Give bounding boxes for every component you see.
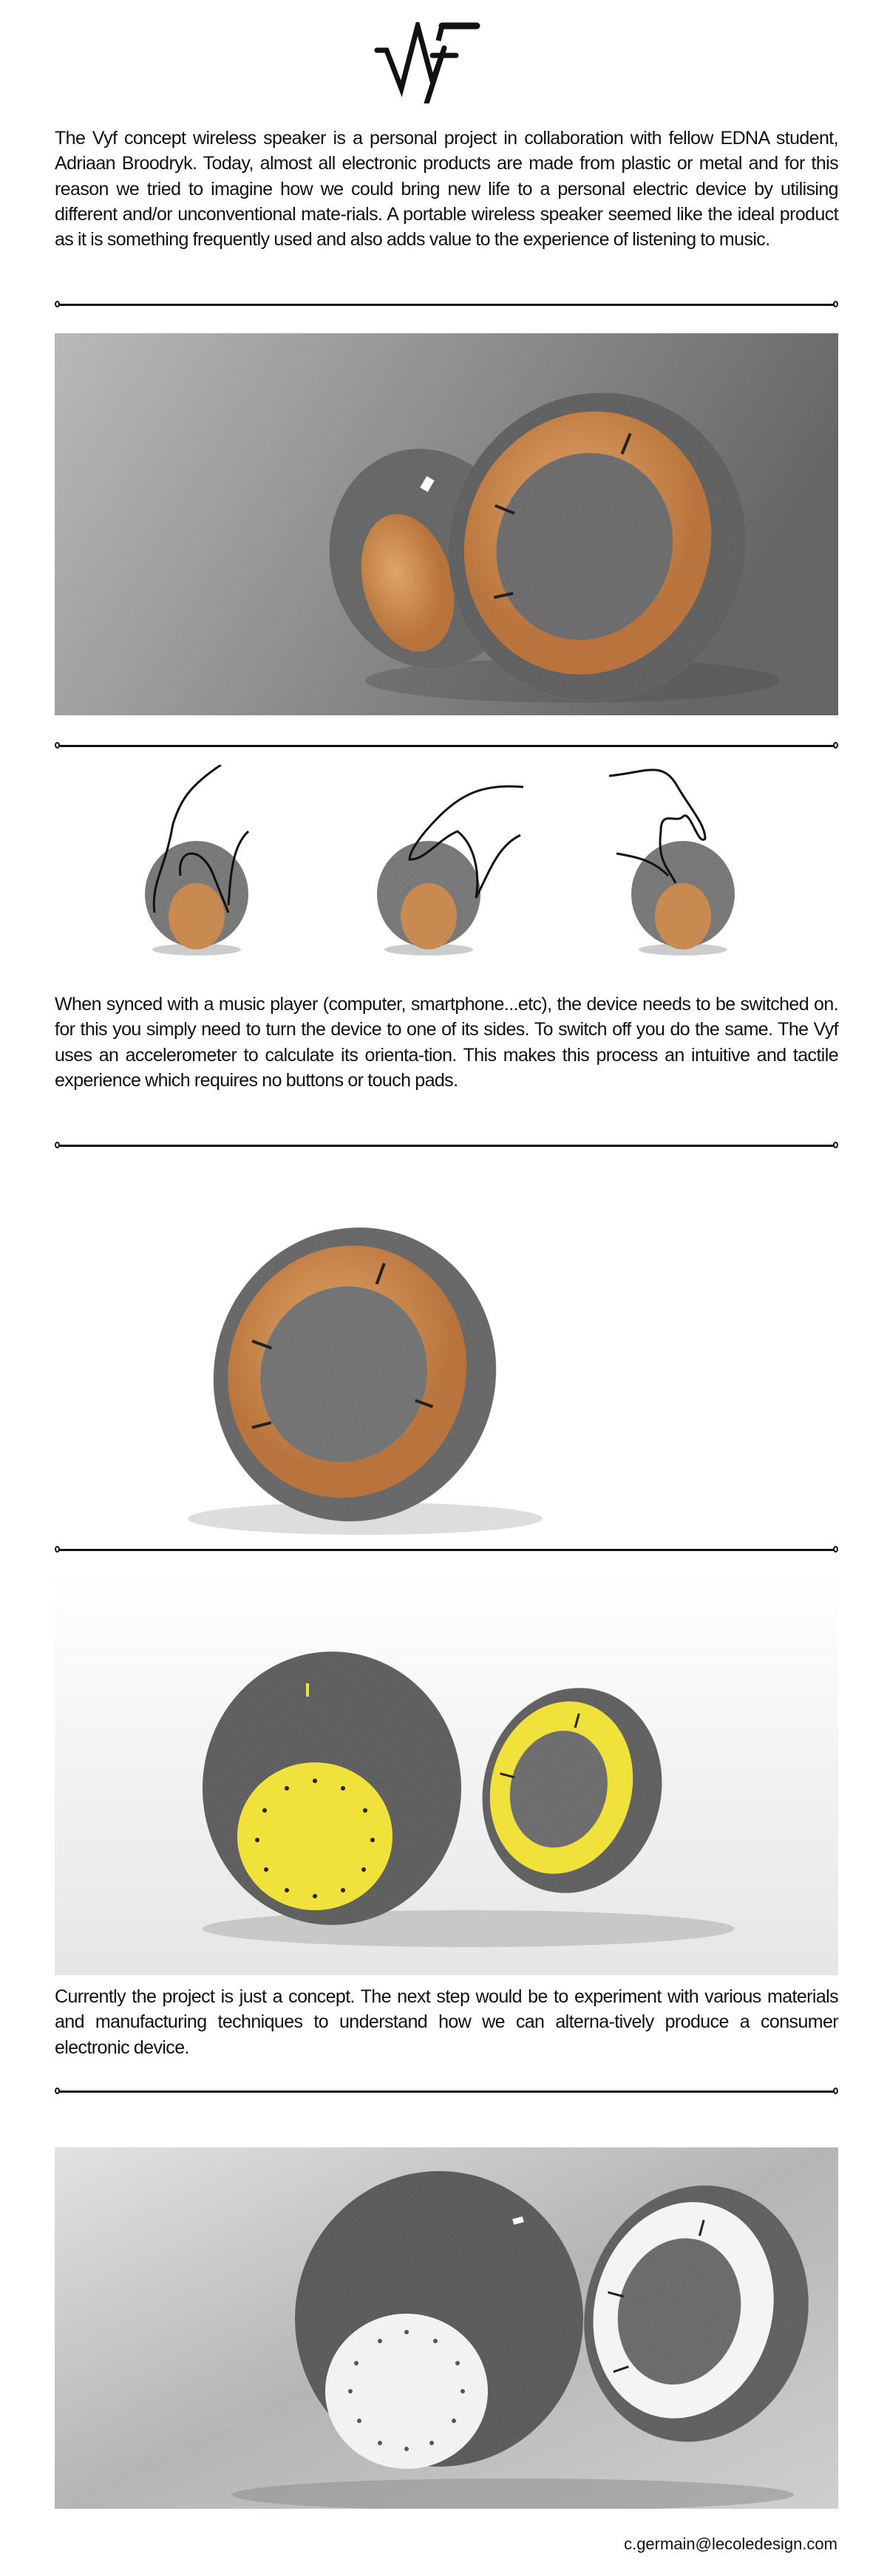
next-steps-paragraph: Currently the project is just a concept. The next step would be to experiment with various materials and manufacturing techniques to understand how we can alterna-tively produce a consumer electronic device. [55,1986,838,2058]
speaker-hand-1 [145,765,248,955]
section-divider [55,2087,838,2096]
speaker-hand-3 [609,770,735,955]
section-divider [55,1545,838,1554]
usage-paragraph: When synced with a music player (computer, smartphone...etc), the device needs to be switched on. for this you simply need to turn the device to one of its sides. To switch off you do the same. The Vyf uses an accelerometer to calculate its orienta-tion. This makes this process an intuitive and tactile experience which requires no buttons or touch pads. [55,994,838,1091]
section-divider [55,1141,838,1150]
speaker-render-wood [55,333,838,715]
orientation-illustrations [55,765,838,957]
intro-paragraph: The Vyf concept wireless speaker is a personal project in collaboration with fellow EDNA student, Adriaan Broodryk. Today, almost all electronic products are made from plastic or metal and for this reason we tried to imagine how we could bring new life to a personal electric device by utilising different and/or unconventional mate-rials. A portable wireless speaker seemed like the ideal product as it is something frequently used and also adds value to the experience of listening to music. [55,128,838,251]
vyf-logo [373,22,521,103]
speaker-render-yellow [55,1574,838,1975]
section-divider [55,300,838,309]
contact-email[interactable]: c.germain@lecoledesign.com [624,2535,837,2553]
speaker-hand-2 [377,786,523,955]
speaker-render-front [55,1182,838,1541]
speaker-render-white [55,2147,838,2509]
section-divider [55,741,838,750]
